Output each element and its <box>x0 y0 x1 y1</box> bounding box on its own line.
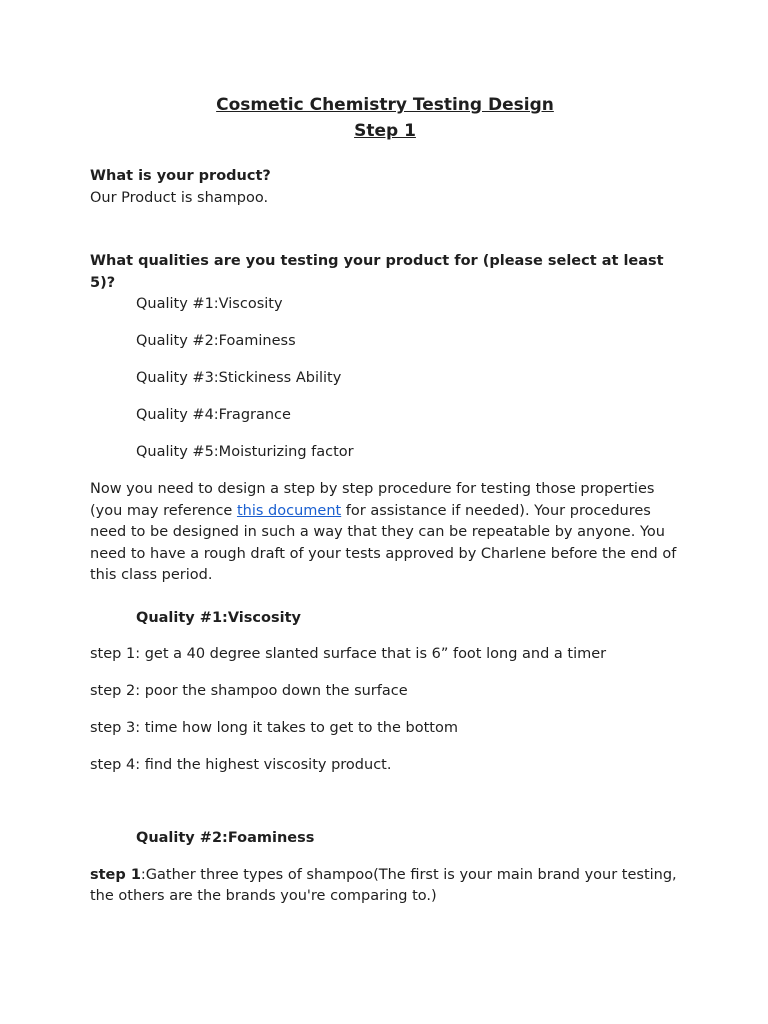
reference-document-link[interactable]: this document <box>236 502 342 519</box>
quality-item: Quality #1:Viscosity <box>136 296 283 312</box>
instructions-text-after: for assistance if needed). Your procedures need to be designed in such a way that they can be repeatable by anyone. You need to have a rough draft of your tests approved by Charlene before the end of this class period. <box>90 502 677 583</box>
document-subtitle: Step 1 <box>354 121 416 141</box>
quality-item: Quality #4:Fragrance <box>136 407 291 423</box>
viscosity-steps-list <box>90 644 680 792</box>
instructions-paragraph <box>90 479 680 587</box>
instructions-text-before: Now you need to design a step by step procedure for testing those properties (you may reference <box>90 481 655 519</box>
step-item: step 4: find the highest viscosity product. <box>90 757 392 773</box>
question-qualities: What qualities are you testing your product for (please select at least 5)? <box>90 253 664 291</box>
document-page <box>90 92 680 908</box>
question-product: What is your product? <box>90 168 271 184</box>
quality-item: Quality #2:Foaminess <box>136 333 296 349</box>
section-heading-foaminess: Quality #2:Foaminess <box>136 830 315 846</box>
step-item: step 1: get a 40 degree slanted surface that is 6” foot long and a timer <box>90 646 607 662</box>
step-label: step 1 <box>90 866 141 883</box>
step-text: :Gather three types of shampoo(The first is your main brand your testing, the others are the brands you're comparing to.) <box>90 866 677 904</box>
section-heading-viscosity: Quality #1:Viscosity <box>136 609 301 626</box>
step-item: step 2: poor the shampoo down the surface <box>90 683 408 699</box>
quality-item: Quality #5:Moisturizing factor <box>136 444 354 460</box>
step-item: step 3: time how long it takes to get to the bottom <box>90 720 458 736</box>
spacer <box>90 792 680 828</box>
answer-product: Our Product is shampoo. <box>90 189 269 206</box>
document-title: Cosmetic Chemistry Testing Design <box>216 95 554 115</box>
spacer <box>90 209 680 251</box>
quality-item: Quality #3:Stickiness Ability <box>136 370 342 386</box>
foaminess-step-1 <box>90 865 680 908</box>
qualities-list <box>90 294 680 479</box>
